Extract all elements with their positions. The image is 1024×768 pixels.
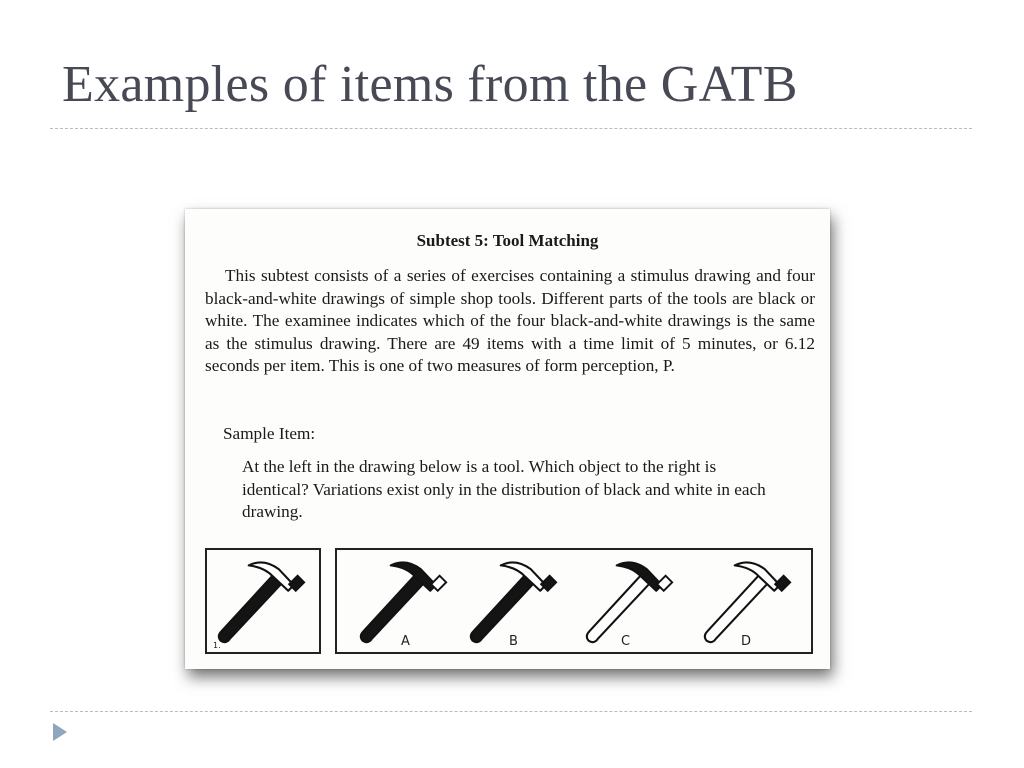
option-d-label: D [741,634,752,649]
option-b-label: B [509,634,518,649]
scanned-figure [185,209,830,669]
title-divider [50,128,972,129]
stimulus-panel [205,548,321,654]
play-triangle-icon[interactable] [50,720,70,744]
options-panel [335,548,813,654]
option-c-label: C [621,634,631,649]
sample-item-label: Sample Item: [223,424,316,443]
subtest-description: This subtest consists of a series of exercises containing a stimulus drawing and four black-and-white drawings of simple shop tools. Different parts of the tools are black or white. The examinee indicates which of the four black-and-white drawings is the same as the stimulus drawing. There are 49 items with a time limit of 5 minutes, or 6.12 seconds per item. This is one of two measures of form perception, P. [205,266,815,376]
footer-divider [50,711,972,712]
slide-title: Examples of items from the GATB [62,56,798,113]
sample-item-instructions: At the left in the drawing below is a tool. Which object to the right is identical? Variations exist only in the distribution of black and white in each drawing. [242,457,766,522]
stimulus-hammer-icon [213,556,307,650]
option-a-label: A [401,634,410,649]
subtest-heading: Subtest 5: Tool Matching [416,231,599,250]
item-number: 1. [213,641,221,650]
